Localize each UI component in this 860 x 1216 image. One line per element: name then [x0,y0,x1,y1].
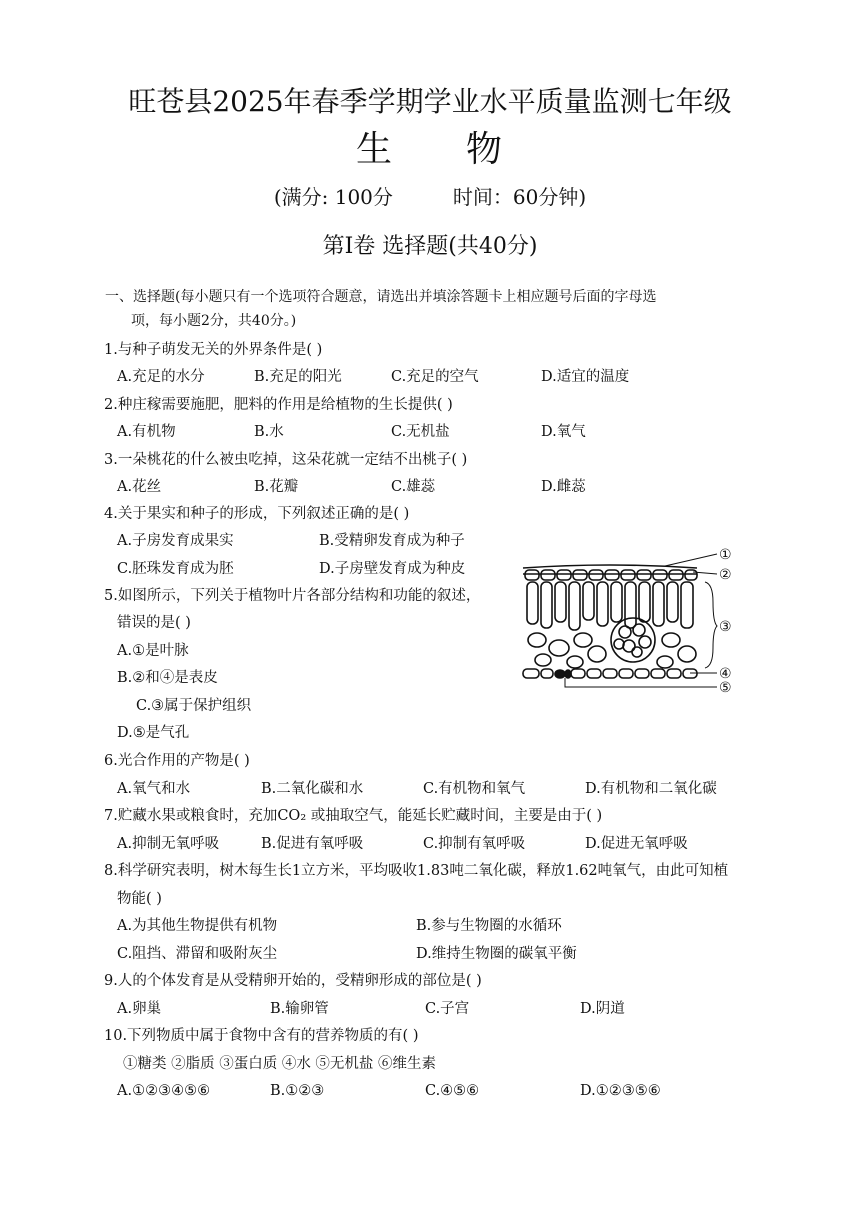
upper-cuticle [523,565,697,568]
question-5-option-d: D.⑤是气孔 [117,725,190,741]
question-7-option-c: C.抑制有氧呼吸 [423,836,526,852]
question-7-option-b: B.促进有氧呼吸 [261,836,364,852]
question-1-option-d: D.适宜的温度 [541,369,630,385]
question-10-option-d: D.①②③⑤⑥ [580,1083,661,1099]
question-8-option-a: A.为其他生物提供有机物 [117,918,278,934]
question-6-option-b: B.二氧化碳和水 [261,781,364,797]
question-2-option-c: C.无机盐 [391,424,450,440]
question-1-option-a: A.充足的水分 [117,369,205,385]
question-10-option-b: B.①②③ [270,1083,325,1099]
question-7-stem: 7.贮藏水果或粮食时，充加CO₂ 或抽取空气，能延长贮藏时间，主要是由于( ) [104,808,603,824]
stoma [555,670,571,678]
palisade-cells [527,582,693,630]
question-1-option-b: B.充足的阳光 [254,369,342,385]
question-6-option-c: C.有机物和氧气 [423,781,526,797]
question-5-stem: 5.如图所示，下列关于植物叶片各部分结构和功能的叙述， [104,588,481,604]
question-8-option-d: D.维持生物圈的碳氧平衡 [416,946,577,962]
question-10-stem: 10.下列物质中属于食物中含有的营养物质的有( ) [104,1028,419,1044]
upper-epidermis-cells [525,570,697,580]
question-2-option-a: A.有机物 [117,424,176,440]
figure-label-2: ② [719,567,732,583]
question-7-option-d: D.促进无氧呼吸 [585,836,688,852]
spongy-cells [528,633,696,668]
question-9-option-d: D.阴道 [580,1001,625,1017]
full-score: (满分: 100分 [273,185,393,209]
question-2-stem: 2.种庄稼需要施肥，肥料的作用是给植物的生长提供( ) [104,397,453,413]
leaf-vein [611,618,655,662]
figure-label-1: ① [719,547,732,563]
question-8-option-c: C.阻挡、滞留和吸附灰尘 [117,946,278,962]
question-10-items: ①糖类 ②脂质 ③蛋白质 ④水 ⑤无机盐 ⑥维生素 [123,1056,437,1072]
question-2-option-d: D.氧气 [541,424,586,440]
question-3-option-d: D.雌蕊 [541,479,586,495]
question-3-option-c: C.雄蕊 [391,479,436,495]
question-3-option-a: A.花丝 [117,479,162,495]
question-9-option-a: A.卵巢 [117,1001,162,1017]
question-4-option-b: B.受精卵发育成为种子 [319,533,465,549]
question-8-option-b: B.参与生物圈的水循环 [416,918,562,934]
question-4-stem: 4.关于果实和种子的形成，下列叙述正确的是( ) [104,506,410,522]
question-5-stem-cont: 错误的是( ) [117,615,191,631]
question-5-option-c: C.③属于保护组织 [136,698,252,714]
question-4-option-d: D.子房壁发育成为种皮 [319,561,466,577]
exam-meta [0,181,860,210]
question-1-option-c: C.充足的空气 [391,369,479,385]
subject-char-2: 物 [466,129,505,170]
question-8-stem-cont: 物能( ) [117,891,162,907]
figure-label-5: ⑤ [719,680,732,696]
figure-label-4: ④ [719,666,732,682]
question-7-option-a: A.抑制无氧呼吸 [117,836,220,852]
question-6-option-d: D.有机物和二氧化碳 [585,781,717,797]
question-10-option-c: C.④⑤⑥ [425,1083,480,1099]
leaf-cross-section-figure [515,540,745,700]
subject-char-1: 生 [355,129,394,170]
instructions-line-1: 一、选择题(每小题只有一个选项符合题意，请选出并填涂答题卡上相应题号后面的字母选 [105,289,657,305]
question-10-option-a: A.①②③④⑤⑥ [117,1083,211,1099]
question-9-option-c: C.子宫 [425,1001,470,1017]
question-3-stem: 3.一朵桃花的什么被虫吃掉，这朵花就一定结不出桃子( ) [104,452,468,468]
section-heading: 第Ⅰ卷 选择题(共40分) [322,234,538,259]
figure-label-3: ③ [719,619,732,635]
subject-title [0,121,860,172]
question-6-option-a: A.氧气和水 [117,781,191,797]
question-4-option-a: A.子房发育成果实 [117,533,234,549]
exam-title: 旺苍县2025年春季学期学业水平质量监测七年级 [128,85,732,118]
question-1-stem: 1.与种子萌发无关的外界条件是( ) [104,342,323,358]
question-3-option-b: B.花瓣 [254,479,299,495]
lower-epidermis-cells [523,669,697,678]
instructions-line-2: 项，每小题2分，共40分。) [131,313,297,329]
exam-time: 时间：60分钟) [452,185,587,209]
question-9-stem: 9.人的个体发育是从受精卵开始的，受精卵形成的部位是( ) [104,973,482,989]
question-5-option-b: B.②和④是表皮 [117,670,218,686]
question-4-option-c: C.胚珠发育成为胚 [117,561,234,577]
question-5-option-a: A.①是叶脉 [117,643,189,659]
question-2-option-b: B.水 [254,424,284,440]
question-6-stem: 6.光合作用的产物是( ) [104,753,250,769]
question-8-stem: 8.科学研究表明，树木每生长1立方米，平均吸收1.83吨二氧化碳，释放1.62吨氧气，由此可知植 [104,863,729,879]
question-9-option-b: B.输卵管 [270,1001,329,1017]
